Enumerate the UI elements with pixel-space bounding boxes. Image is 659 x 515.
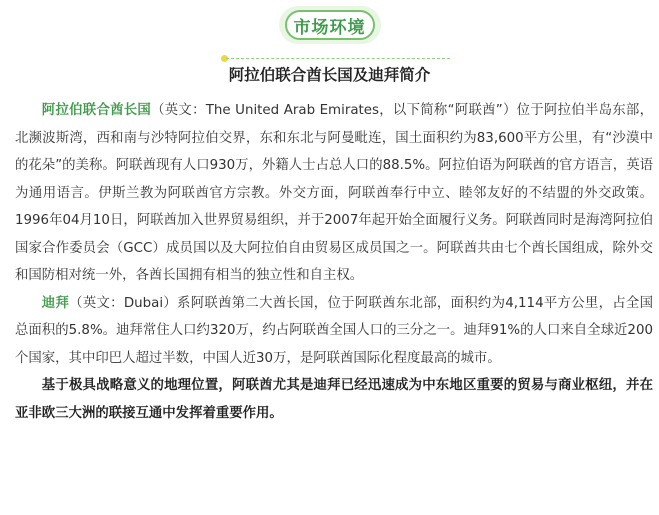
paragraph-conclusion: 基于极具战略意义的地理位置，阿联酋尤其是迪拜已经迅速成为中东地区重要的贸易与商业枢纽，并在亚非欧三大洲的联接互通中发挥着重要作用。 (15, 378, 653, 421)
uae-text: （英文：The United Arab Emirates，以下简称“阿联酋”）位于阿拉伯半岛东部，北濒波斯湾，西和南与沙特阿拉伯交界，东和东北与阿曼毗连，国土面积约为83,600平方公里，有“沙漠中的花朵”的美称。阿联酋现有人口930万，外籍人士占总人口的88.5%。阿拉伯语为阿联酋的官方语言，英语为通用语言。伊斯兰教为阿联酋官方宗教。外交方面，阿联酋奉行中立、睦邻友好的不结盟的外交政策。1996年04月10日，阿联酋加入世界贸易组织，并于2007年起开始全面履行义务。阿联酋同时是海湾阿拉伯国家合作委员会（GCC）成员国以及大阿拉伯自由贸易区成员国之一。阿联酋共由七个酋长国组成，除外交和国防相对统一外，各酋长国拥有相当的独立性和自主权。 (15, 103, 653, 283)
dubai-name: 迪拜 (41, 295, 70, 311)
paragraph-dubai (15, 290, 653, 373)
section-badge (0, 6, 659, 44)
article-subtitle: 阿拉伯联合酋长国及迪拜简介 (228, 66, 431, 84)
paragraph-uae (15, 97, 653, 290)
dubai-text: （英文：Dubai）系阿联酋第二大酋长国，位于阿联酋东北部，面积约为4,114平方公里，占全国总面积的5.8%。迪拜常住人口约320万，约占阿联酋全国人口的三分之一。迪拜91%的人口来自全球近200个国家，其中印巴人超过半数，中国人近30万，是阿联酋国际化程度最高的城市。 (15, 295, 654, 366)
uae-name: 阿拉伯联合酋长国 (41, 103, 152, 118)
article-body (15, 97, 653, 427)
badge-label: 市场环境 (285, 10, 375, 40)
subtitle-divider (226, 58, 450, 59)
badge-outer (279, 6, 381, 44)
